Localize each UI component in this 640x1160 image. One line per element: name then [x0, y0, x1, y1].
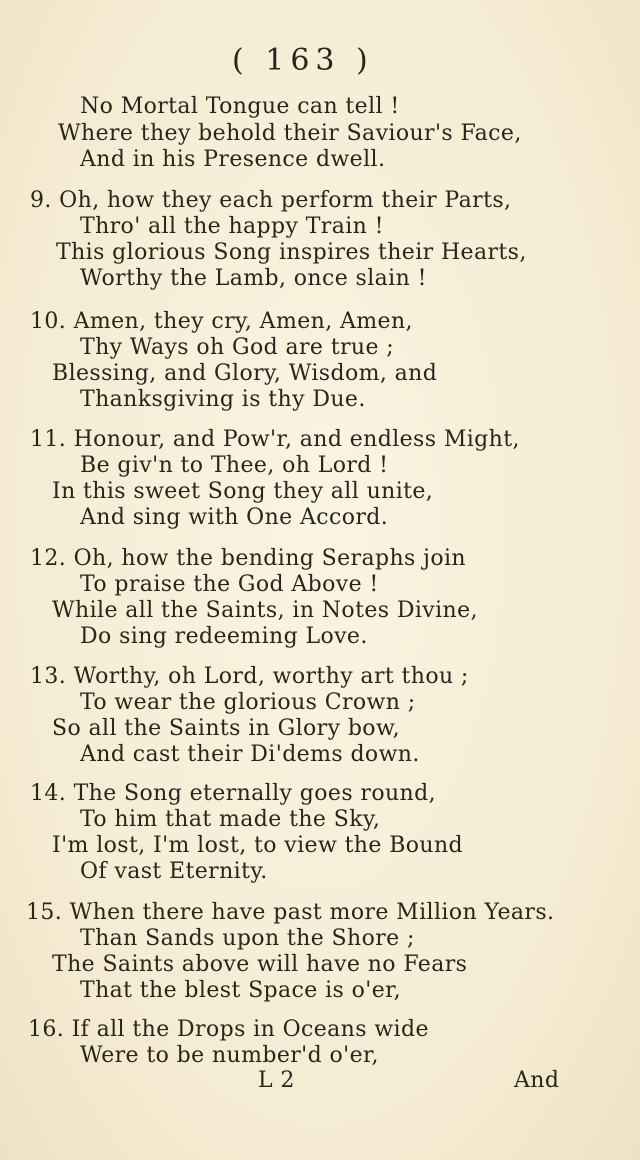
verse-line: Where they behold their Saviour's Face, — [58, 121, 522, 146]
verse-line: 12. Oh, how the bending Seraphs join — [30, 546, 466, 571]
verse-line: 14. The Song eternally goes round, — [30, 781, 436, 806]
verse-line: So all the Saints in Glory bow, — [52, 716, 400, 741]
verse-line: And cast their Di'dems down. — [80, 742, 420, 767]
verse-line: 11. Honour, and Pow'r, and endless Might, — [30, 427, 520, 452]
verse-line: And in his Presence dwell. — [80, 147, 386, 172]
verse-line: 9. Oh, how they each perform their Parts, — [30, 188, 512, 213]
verse-line: 13. Worthy, oh Lord, worthy art thou ; — [30, 664, 469, 689]
verse-line: No Mortal Tongue can tell ! — [80, 94, 400, 119]
verse-line: 10. Amen, they cry, Amen, Amen, — [30, 309, 413, 334]
verse-line: And sing with One Accord. — [80, 505, 389, 530]
verse-line: Worthy the Lamb, once slain ! — [80, 266, 427, 291]
verse-line: This glorious Song inspires their Hearts, — [56, 240, 527, 265]
verse-line: While all the Saints, in Notes Divine, — [52, 598, 478, 623]
verse-line: 15. When there have past more Million Years. — [26, 900, 555, 925]
verse-line: I'm lost, I'm lost, to view the Bound — [52, 833, 464, 858]
verse-line: In this sweet Song they all unite, — [52, 479, 434, 504]
verse-line: To wear the glorious Crown ; — [80, 690, 416, 715]
verse-line: Thanksgiving is thy Due. — [80, 387, 366, 412]
verse-line: Be giv'n to Thee, oh Lord ! — [80, 453, 389, 478]
verse-line: The Saints above will have no Fears — [52, 952, 468, 977]
page-number: ( 163 ) — [232, 43, 374, 78]
verse-line: Thro' all the happy Train ! — [80, 214, 384, 239]
verse-line: Thy Ways oh God are true ; — [80, 335, 395, 360]
verse-line: Than Sands upon the Shore ; — [80, 926, 415, 951]
verse-line: To him that made the Sky, — [80, 807, 381, 832]
signature-mark: L 2 — [258, 1068, 295, 1093]
verse-line: Were to be number'd o'er, — [80, 1043, 379, 1068]
verse-line: Blessing, and Glory, Wisdom, and — [52, 361, 438, 386]
verse-line: To praise the God Above ! — [80, 572, 379, 597]
catchword: And — [514, 1068, 560, 1093]
verse-line: That the blest Space is o'er, — [80, 978, 402, 1003]
verse-line: Of vast Eternity. — [80, 859, 268, 884]
verse-line: Do sing redeeming Love. — [80, 624, 368, 649]
verse-line: 16. If all the Drops in Oceans wide — [28, 1017, 429, 1042]
